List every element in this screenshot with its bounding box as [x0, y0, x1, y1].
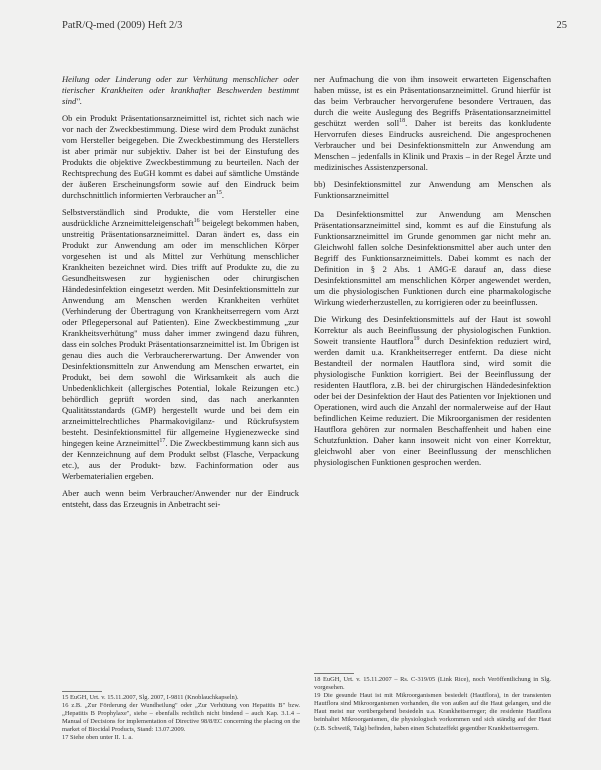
paragraph — [314, 74, 551, 173]
paragraph: Ob ein Produkt Präsentationsarzneimittel ist, richtet sich nach wie vor nach der Zweckbestimmung. Diese wird dem Produkt zunächst vom Hersteller beigegeben. Die Zweckbestimmung des Herstellers ist aber primär nur subjektiv. Daher ist bei der Einstufung des Produkts die objektive Zweckbestimmung zu beurteilen. Nach der Rechtsprechung des EuGH kommt es dabei auf sämtliche Umstände der äußeren Erscheinungsform sowie auf den Eindruck beim durchschnittlich informierten Verbraucher $an^{15}$. — [62, 113, 299, 200]
paragraph — [314, 314, 551, 468]
footnotes-right — [314, 676, 551, 733]
footnote-divider — [314, 673, 354, 674]
paragraph-text: Ob ein Produkt Präsentationsarzneimittel ist, richtet sich nach wie vor nach der Zweckbestimmung. Diese wird dem Produkt zunächst vom Hersteller beigegeben. Die Zweckbestimmung des Herstellers ist aber primär nur subjektiv. Daher ist bei der Einstufung des Produkts die objektive Zweckbestimmung zu beurteilen. Nach der Rechtsprechung des EuGH kommt es dabei auf sämtliche Umstände der äußeren Erscheinungsform sowie auf den Eindruck beim durchschnittlich informierten Verbraucher an — [62, 113, 299, 200]
right-text-column — [314, 74, 551, 474]
paragraph-text: beigelegt bekommen haben, unstreitig Präsentationsarzneimittel. Daran ändert es, dass ein Produkt zur Anwendung am oder im menschlichen Körper vorgesehen ist und als Mittel zur Verhütung menschlicher Krankheiten bezeichnet wird. Dies trifft auf Produkte zu, die zu Gesundheitswesen zur hygienischen oder chirurgischen Händedesinfektion eingesetzt werden. Mit Desinfektionsmitteln zur Anwendung am Menschen werden Krankheiten verhütet (Verhinderung der Übertragung von Krankheitserregern vom Arzt oder Pflegepersonal auf Patienten). Eine Zweckbestimmung „zur Krankheitsverhütung" muss daher immer zwingend dazu führen, dass ein solches Produkt Präsentationsarzneimittel ist. Im Übrigen ist genau dies auch die Verbrauchererwartung. Der Anwender von Desinfektionsmitteln zur Anwendung am Menschen erwartet, ein Produkt, bei dem sowohl die Wirksamkeit als auch die Unbedenklichkeit (allergisches Potential, lokale Reizungen etc.) behördlich geprüft worden sind, das nach anerkannten Qualitätsstandards (GMP) hergestellt wurde und bei dem ein arzneimittelrechtliches Pharmakovigilanz- und Rückrufsystem besteht. Desinfektionsmittel für allgemeine Hygienezwecke sind hingegen keine Arzneimittel — [62, 218, 299, 448]
paragraph-text: . Die Zweckbestimmung kann sich aus der Kennzeichnung auf dem Produkt selbst (Flasche, Verpackung etc.), aus der Produkt- bzw. Fachinformation oder aus Werbematerialien ergeben. — [62, 438, 299, 481]
paragraph-text: Selbstverständlich sind Produkte, die vom Hersteller eine ausdrückliche Arzneimitteleigenschaft — [62, 207, 299, 228]
footnotes-left — [62, 694, 300, 743]
italic-quote: Heilung oder Linderung oder zur Verhütung menschlicher oder tierischer Krankheiten oder krankhafter Beschwerden bestimmt sind". — [62, 74, 299, 106]
footnote-ref[interactable]: 18 — [399, 118, 406, 125]
footnote: 17 Siehe oben unter II. 1. a. — [62, 734, 133, 742]
paragraph — [62, 207, 299, 482]
footnote-ref[interactable]: 15 — [215, 190, 222, 197]
paragraph-text: . Daher ist bereits das konkludente Hervorrufen dieses Eindrucks ausreichend. Die angesprochenen Verbraucher und bei Desinfektionsmitteln zur Anwendung am Menschen – jedenfalls in Klinik und Praxis – in der Regel Ärzte und medizinisches Assistenzpersonal. — [314, 118, 551, 172]
running-header-journal: PatR/Q-med (2009) Heft 2/3 — [62, 20, 183, 31]
footnote: 16 z.B. „Zur Förderung der Wundheilung" oder „Zur Verhütung von Hepatitis B" bzw. „Hepatitis B Prophylaxe", siehe – ebenfalls rechtlich nicht bindend – auch Kap. 3.1.4 – Manual of Decisions for implementation of Directive 98/8/EC concerning the placing on the market of Biocidal Products, Stand: 13.07.2009. — [62, 702, 300, 734]
paragraph-text: Die Wirkung des Desinfektionsmittels auf der Haut ist sowohl Korrektur als auch Beeinflussung der physiologischen Funktion. Soweit transiente Hautflora — [314, 314, 551, 346]
footnote-ref[interactable]: 19 — [413, 336, 420, 343]
paragraph-text: durch Desinfektion reduziert wird, werden damit u.a. Krankheitserreger entfernt. Da diese nicht Bestandteil der normalen Hautflora sind, wird somit die physiologische Funktion korrigiert. Bei der Beeinflussung der residenten Hautflora, z.B. bei der chirurgischen Händedesinfektion oder bei der Desinfektion der Haut des Patienten vor Injektionen und Operationen, wird auch die Anzahl der normalerweise auf der Haut befindlichen Keime reduziert. Die Mikroorganismen der residenten Hautflora gehören zur normalen Beschaffenheit und haben eine Schutzfunktion. Daher kann insoweit nicht von einer Korrektur, gleichwohl aber von einer Beeinflussung der menschlichen physiologischen Funktionen gesprochen werden. — [314, 336, 551, 467]
footnote-ref[interactable]: 17 — [159, 438, 166, 445]
page-number: 25 — [556, 20, 567, 31]
left-text-column — [62, 74, 299, 516]
footnote-ref[interactable]: 16 — [193, 218, 200, 225]
paragraph: Aber auch wenn beim Verbraucher/Anwender nur der Eindruck entsteht, dass das Erzeugnis in Anbetracht sei- — [62, 488, 299, 509]
footnote: 18 EuGH, Urt. v. 15.11.2007 – Rs. C-319/05 (Link Rice), noch Veröffentlichung in Slg. vorgesehen. — [314, 676, 551, 692]
paragraph: Da Desinfektionsmittel zur Anwendung am Menschen Präsentationsarzneimittel sind, kommt es auf die Einstufung als Funktionsarzneimittel im Grunde genommen gar nicht mehr an. Gleichwohl fallen solche Desinfektionsmittel aber auch unter den Begriff des Funktionsarzneimittels. Dabei kommt es nach der Definition in § 2 Abs. 1 AMG-E darauf an, dass diese Desinfektionsmittel am menschlichen Körper angewendet werden, um die physiologischen Funktionen durch eine pharmakologische Wirkung wiederherzustellen, zu korrigieren oder zu beeinflussen. — [314, 209, 551, 307]
paragraph-text: ner Aufmachung die von ihm insoweit erwarteten Eigenschaften haben müsse, ist es ein Präsentationsarzneimittel. Grund hierfür ist das beim Verbraucher hervorgerufene besondere Vertrauen, das durch die weite Auslegung des Begriffs Präsentationsarzneimittel geschützt werden soll — [314, 74, 551, 128]
footnote: 19 Die gesunde Haut ist mit Mikroorganismen besiedelt (Hautflora), in der transienten Hautflora sind Mikroorganismen vorhanden, die von außen auf die Haut gelangen, und die Haut meist nur vorübergehend besiedeln u.a. Krankheitserreger; die residente Hautflora beinhaltet Mikroorganismen, die physiologisch vorkommen und sich ständig auf der Haut (z.B. Schweiß, Talg) befinden, haben einen Schutzeffekt gegenüber Krankheitserregern. — [314, 692, 551, 732]
section-subheading: bb) Desinfektionsmittel zur Anwendung am Menschen als Funktionsarzneimittel — [314, 179, 551, 200]
footnote: 15 EuGH, Urt. v. 15.11.2007, Slg. 2007, I-9811 (Knoblauchkapseln). — [62, 694, 239, 701]
footnote-divider — [62, 691, 102, 692]
